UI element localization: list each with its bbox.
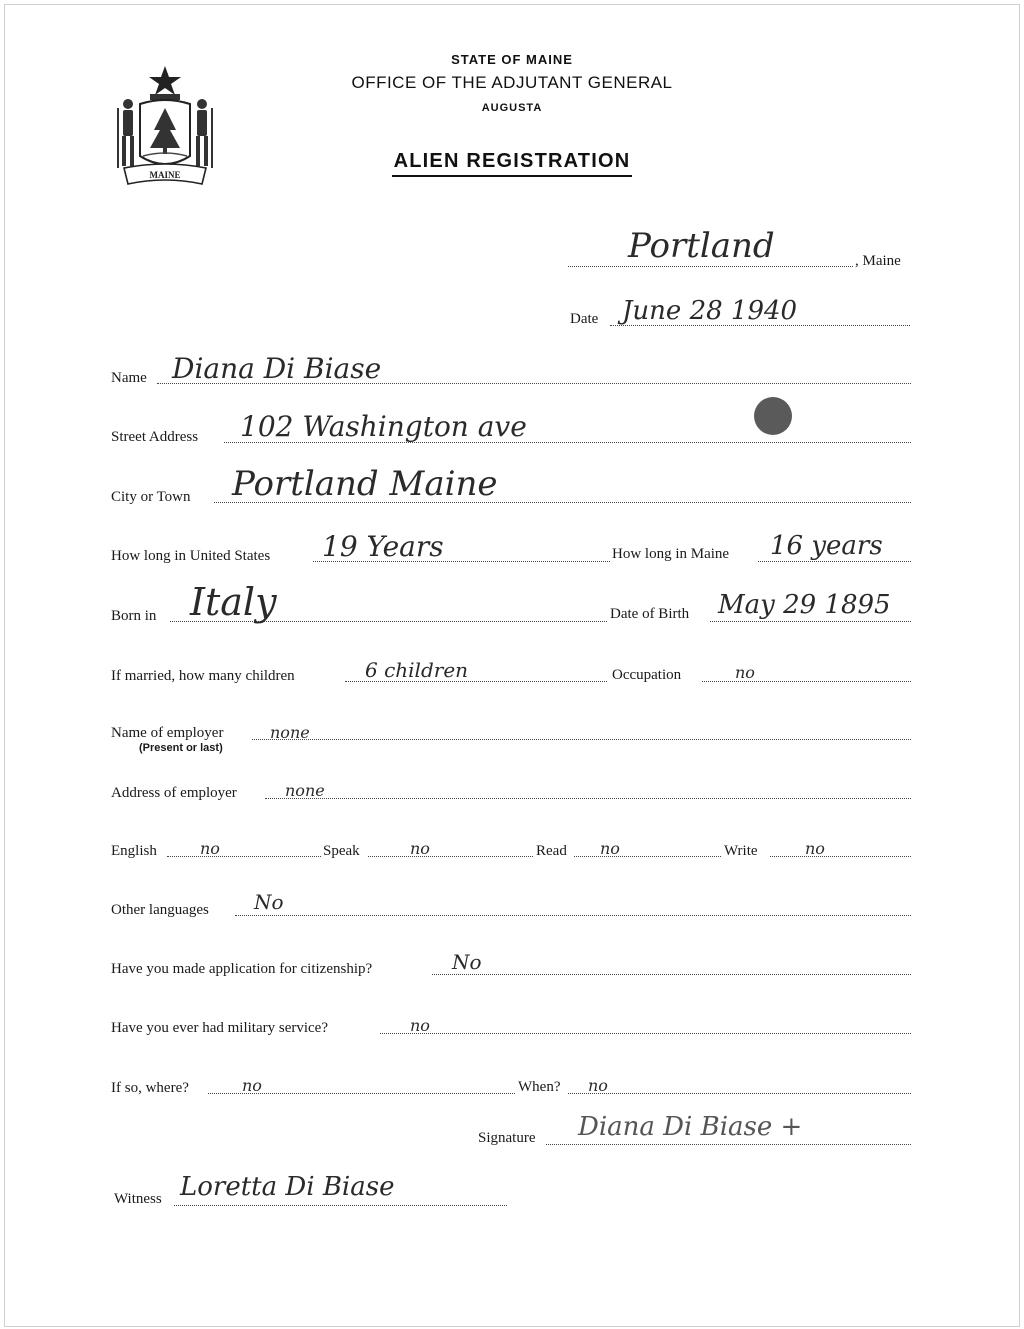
when-label: When?: [518, 1079, 561, 1095]
how-long-maine-field-line: [758, 561, 911, 562]
date-value: June 28 1940: [622, 296, 798, 326]
ink-blot: [754, 397, 792, 435]
witness-label: Witness: [114, 1191, 162, 1207]
date-of-birth-label: Date of Birth: [610, 606, 690, 622]
witness-value: Loretta Di Biase: [180, 1172, 395, 1202]
signature-label: Signature: [478, 1130, 536, 1146]
military-label: Have you ever had military service?: [111, 1020, 328, 1036]
occupation-label: Occupation: [612, 667, 682, 683]
form-title: [0, 150, 1024, 173]
name-label: Name: [111, 370, 147, 386]
read-field-line: [574, 856, 721, 857]
how-long-maine-value: 16 years: [770, 531, 883, 561]
employer-address-field-line: [265, 798, 911, 799]
other-languages-field-line: [235, 915, 911, 916]
employer-field-line: [252, 739, 911, 740]
street-address-value: 102 Washington ave: [240, 410, 527, 443]
employer-value: none: [270, 723, 310, 742]
form-title-text: ALIEN REGISTRATION: [392, 150, 633, 177]
town-label: , Maine: [855, 253, 901, 269]
citizenship-field-line: [432, 974, 911, 975]
occupation-value: no: [735, 663, 755, 682]
write-value: no: [805, 839, 825, 858]
when-value: no: [588, 1076, 608, 1095]
employer-address-value: none: [285, 781, 325, 800]
employer-label: Name of employer: [111, 725, 224, 741]
employer-sublabel: (Present or last): [139, 742, 223, 754]
english-value: no: [200, 839, 220, 858]
children-value: 6 children: [365, 658, 469, 682]
speak-label: Speak: [323, 843, 360, 859]
street-address-label: Street Address: [111, 429, 199, 445]
born-in-label: Born in: [111, 608, 157, 624]
read-label: Read: [536, 843, 567, 859]
page-border: [4, 4, 1020, 1327]
english-label: English: [111, 843, 157, 859]
header-city: AUGUSTA: [481, 102, 543, 114]
seal-banner-text: MAINE: [149, 170, 181, 180]
employer-address-label: Address of employer: [111, 785, 237, 801]
name-value: Diana Di Biase: [172, 352, 382, 385]
where-value: no: [242, 1076, 262, 1095]
city-or-town-value: Portland Maine: [232, 464, 498, 504]
when-field-line: [568, 1093, 911, 1094]
header-state: STATE OF MAINE: [451, 52, 573, 67]
born-in-value: Italy: [190, 580, 277, 624]
citizenship-value: No: [452, 950, 482, 974]
how-long-maine-label: How long in Maine: [612, 546, 730, 562]
date-label: Date: [570, 311, 599, 327]
occupation-field-line: [702, 681, 911, 682]
other-languages-value: No: [254, 890, 284, 914]
how-long-us-label: How long in United States: [111, 548, 271, 564]
write-field-line: [770, 856, 911, 857]
date-of-birth-value: May 29 1895: [718, 590, 891, 620]
write-label: Write: [724, 843, 758, 859]
read-value: no: [600, 839, 620, 858]
military-value: no: [410, 1016, 430, 1035]
children-label: If married, how many children: [111, 668, 295, 684]
town-field-line: [568, 266, 853, 267]
military-field-line: [380, 1033, 911, 1034]
how-long-us-value: 19 Years: [322, 530, 444, 563]
date-of-birth-field-line: [710, 621, 911, 622]
english-field-line: [167, 856, 321, 857]
town-value: Portland: [628, 226, 775, 266]
city-or-town-label: City or Town: [111, 489, 191, 505]
where-label: If so, where?: [111, 1080, 189, 1096]
signature-value: Diana Di Biase +: [578, 1112, 803, 1142]
other-languages-label: Other languages: [111, 902, 209, 918]
citizenship-label: Have you made application for citizenship?: [111, 961, 373, 977]
witness-field-line: [174, 1205, 507, 1206]
header-office: OFFICE OF THE ADJUTANT GENERAL: [351, 73, 673, 92]
signature-field-line: [546, 1144, 911, 1145]
speak-value: no: [410, 839, 430, 858]
speak-field-line: [368, 856, 533, 857]
